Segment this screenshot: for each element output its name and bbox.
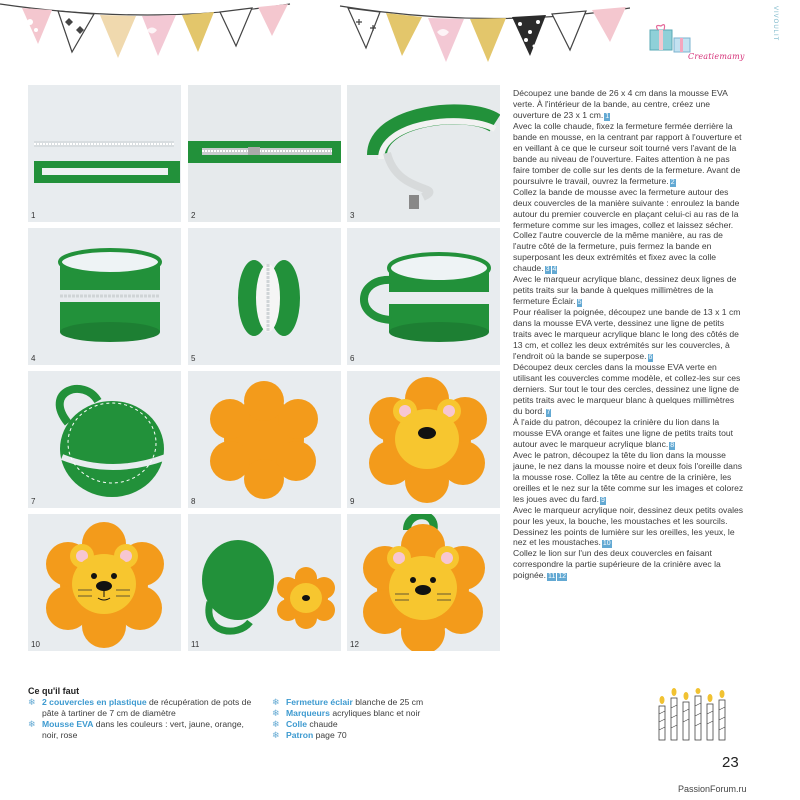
photo-number: 5 (191, 354, 196, 363)
materials-item: ❄ 2 couvercles en plastique de récupération de pots de pâte à tartiner de 7 cm de diamètre (28, 697, 252, 718)
instruction-paragraph: Découpez une bande de 26 x 4 cm dans la mousse EVA verte. À l'intérieur de la bande, au centre, créez une ouverture de 23 x 1 cm. (513, 88, 728, 120)
step-badge: 6 (648, 354, 653, 362)
instruction-paragraph: Collez la bande de mousse avec la fermeture autour des deux couvercles de la manière suivante : enroulez la bande autour du premier couvercle en plaçant celui-ci au ras de la fermeture comme sur les images, collez et laissez sécher. Collez l'autre couvercle de la même manière, au ras de l'autre côté de la fermeture, puis fermez la bande en superposant les deux extrémités et fixez avec la colle chaude. (513, 186, 740, 274)
instruction-paragraph: Avec le patron, découpez la tête du lion dans la mousse jaune, le nez dans la mousse noire et deux fois l'oreille dans la mousse rose. Collez la tête au centre de la crinière, les oreilles et le nez sur la tête comme sur les images et colorez les joues avec du fard. (513, 449, 744, 504)
step-badge: 3 (545, 266, 550, 274)
step-photo-11 (188, 514, 341, 651)
step-badge: 7 (546, 408, 551, 416)
photo-number: 10 (31, 640, 40, 649)
instruction-paragraph: Collez le lion sur l'un des deux couvercles en faisant correspondre la partie supérieure de la crinière avec la poignée. (513, 548, 721, 581)
materials-item: ❄ Fermeture éclair blanche de 25 cm (272, 697, 424, 707)
instruction-paragraph: Avec le marqueur acrylique blanc, dessinez deux lignes de petits traits sur la bande à quelques millimètres de la fermeture Éclair. (513, 274, 737, 307)
snowflake-bullet-icon: ❄ (272, 719, 280, 729)
snowflake-bullet-icon: ❄ (28, 697, 36, 707)
step-badge: 11 (547, 573, 556, 581)
photo-number: 7 (31, 497, 36, 506)
photo-number: 4 (31, 354, 36, 363)
step-photo-5 (188, 228, 341, 365)
materials-list-right (272, 697, 492, 741)
photo-number: 6 (350, 354, 355, 363)
materials-item: ❄ Patron page 70 (272, 730, 347, 740)
instructions-text (513, 88, 744, 581)
step-photo-6 (347, 228, 500, 365)
step-badge: 2 (670, 178, 675, 186)
snowflake-bullet-icon: ❄ (272, 708, 280, 718)
gift-boxes-logo (648, 22, 748, 72)
vertical-label: VIVOULIT (772, 6, 778, 42)
photo-number: 9 (350, 497, 355, 506)
step-photo-8 (188, 371, 341, 508)
snowflake-bullet-icon: ❄ (272, 697, 280, 707)
instruction-paragraph: Avec le marqueur acrylique noir, dessinez deux petits ovales pour les yeux, la bouche, les moustaches et les sourcils. Dessinez les points de lumière sur les oreilles, les yeux, le nez et les moustaches. (513, 504, 744, 548)
step-photo-1 (28, 85, 181, 222)
step-photo-12 (347, 514, 500, 651)
instruction-paragraph: À l'aide du patron, découpez la crinière du lion dans la mousse EVA orange et faites une ligne de petits traits tout autour avec le marqueur acrylique blanc. (513, 416, 734, 449)
step-badge: 9 (601, 496, 605, 504)
instruction-paragraph: Découpez deux cercles dans la mousse EVA verte en utilisant les couvercles comme modèle, et collez-les sur ces derniers. Sur tout le tour des cercles, dessinez une ligne de petits traits avec le marqueur blanc à quelques millimètres du bord. (513, 362, 741, 416)
photo-number: 1 (31, 211, 36, 220)
snowflake-bullet-icon: ❄ (28, 719, 36, 729)
photo-number: 2 (191, 211, 196, 220)
bunting-banner (0, 0, 630, 80)
photo-number: 3 (350, 211, 355, 220)
step-badge: 5 (577, 299, 582, 307)
photo-number: 8 (191, 497, 196, 506)
step-badge: 8 (670, 441, 675, 449)
step-photo-4 (28, 228, 181, 365)
step-photo-grid (28, 85, 500, 651)
step-photo-3 (347, 85, 500, 222)
materials-item: ❄ Colle chaude (272, 719, 338, 729)
watermark: PassionForum.ru (678, 784, 747, 794)
photo-number: 11 (191, 640, 200, 649)
materials-list-left (28, 697, 260, 741)
step-photo-9 (347, 371, 500, 508)
instruction-paragraph: Pour réaliser la poignée, découpez une bande de 13 x 1 cm dans la mousse EVA verte, dessinez une ligne de petits traits avec le marqueur acrylique blanc le long des côtés de 13 cm, et collez les deux extrémités sur les couvercles, à l'endroit où la bande se superpose. (513, 307, 741, 362)
step-photo-10 (28, 514, 181, 651)
snowflake-bullet-icon: ❄ (272, 730, 280, 740)
step-badge: 1 (605, 112, 610, 120)
step-badge: 10 (602, 540, 611, 548)
brand-name: Creatiemamy (688, 52, 745, 61)
photo-number: 12 (350, 640, 359, 649)
materials-item: ❄ Mousse EVA dans les couleurs : vert, jaune, orange, noir, rose (28, 719, 244, 740)
birthday-candles-icon (655, 688, 727, 742)
step-badge: 12 (558, 573, 567, 581)
materials-title: Ce qu'il faut (28, 686, 80, 696)
step-photo-7 (28, 371, 181, 508)
materials-item: ❄ Marqueurs acryliques blanc et noir (272, 708, 421, 718)
instruction-paragraph: Avec la colle chaude, fixez la fermeture fermée derrière la bande en mousse, en la centrant par rapport à l'ouverture et en veillant à ce que le curseur soit tourné vers l'avant de la bande au niveau de l'ouverture. Faites attention à ne pas faire tomber de colle sur les dents de la fermeture. Avant de poursuivre le travail, ouvrez la fermeture. (513, 120, 742, 186)
step-photo-2 (188, 85, 341, 222)
step-badge: 4 (552, 266, 557, 274)
page-number: 23 (722, 754, 739, 771)
